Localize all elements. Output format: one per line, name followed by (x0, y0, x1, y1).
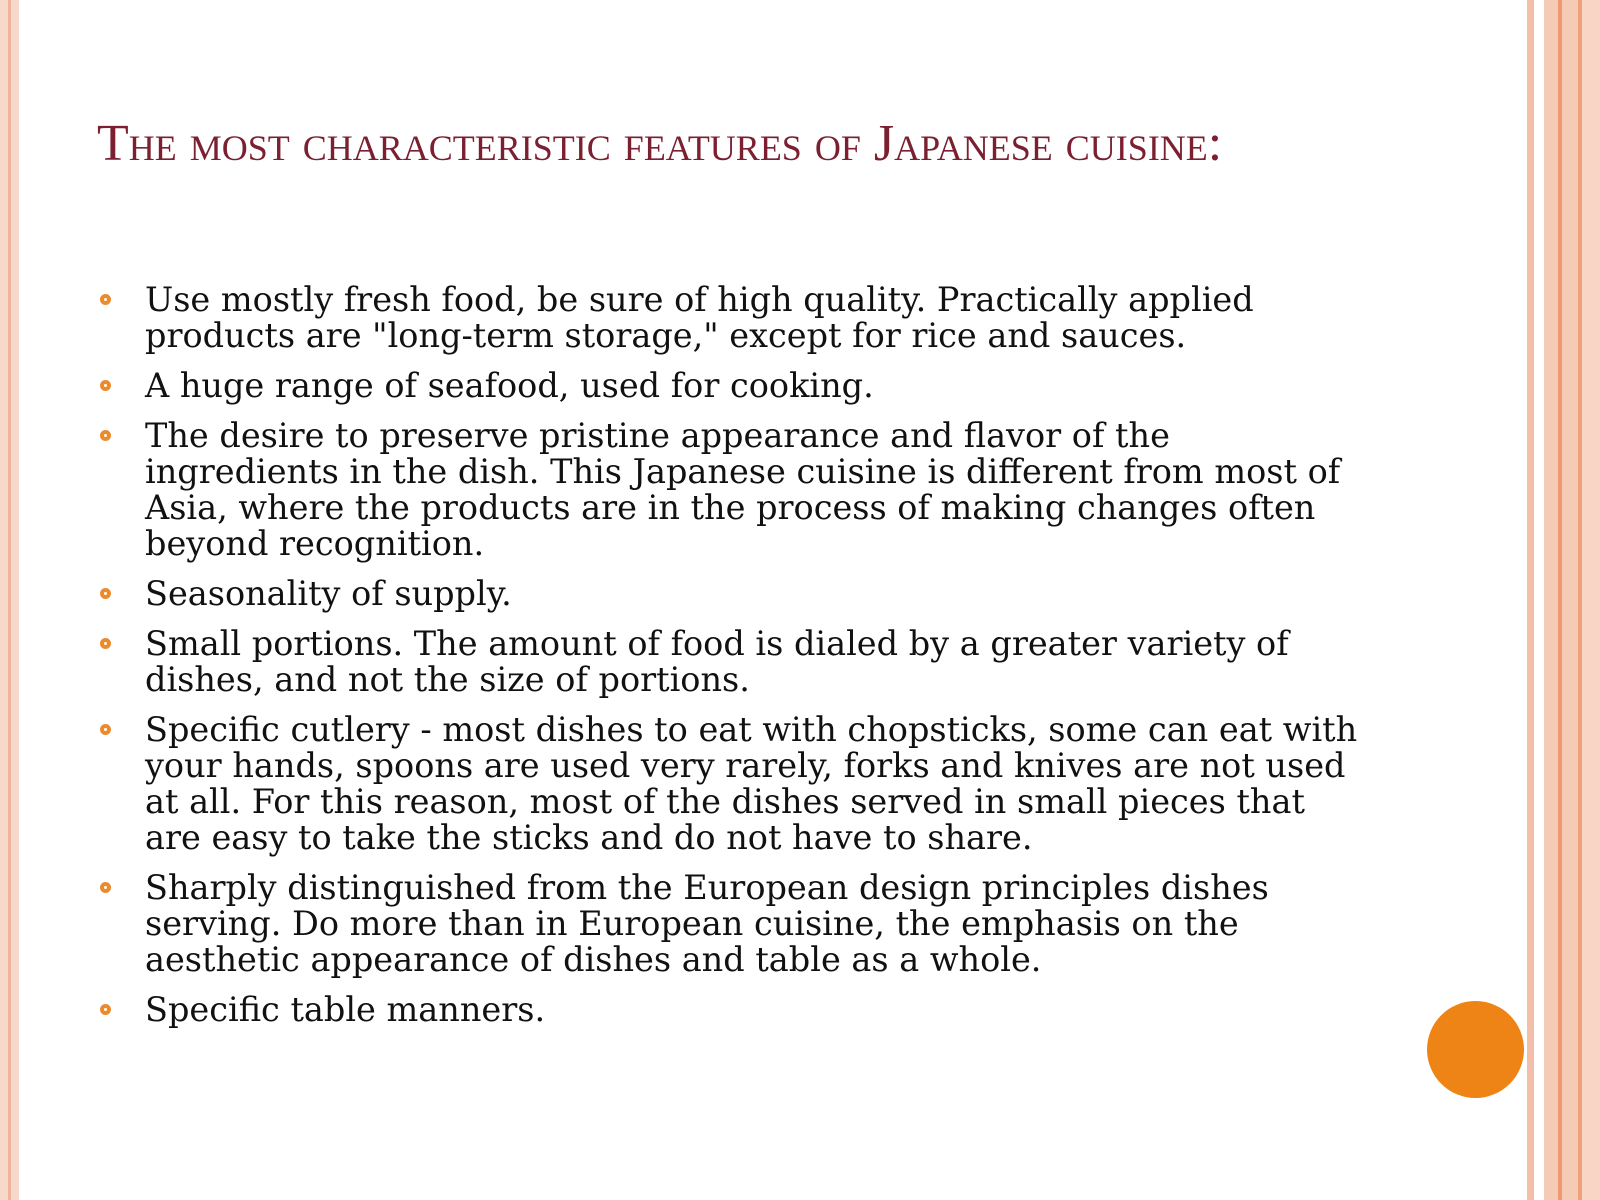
bullet-text: Sharply distinguished from the European design principles dishes serving. Do more than in European cuisine, the emphasis on the aesthetic appearance of dishes and table as a whole. (145, 868, 1269, 979)
bullet-list (100, 282, 1360, 1042)
bullet-text: Specific table manners. (145, 990, 546, 1029)
bullet-text: The desire to preserve pristine appearance and flavor of the ingredients in the dish. This Japanese cuisine is different from most of Asia, where the products are in the process of making changes often beyond recognition. (145, 416, 1341, 563)
bullet-text: Use mostly fresh food, be sure of high quality. Practically applied products are "long-term storage," except for rice and sauces. (145, 280, 1254, 355)
left-border-line (8, 0, 11, 1200)
right-stripe (1562, 0, 1578, 1200)
bullet-circle-icon (100, 724, 111, 735)
bullet-item (100, 282, 1360, 354)
bullet-text: Specific cutlery - most dishes to eat with chopsticks, some can eat with your hands, spoons are used very rarely, forks and knives are not used at all. For this reason, most of the dishes served in small pieces that are easy to take the sticks and do not have to share. (145, 710, 1358, 857)
orange-circle-decoration (1427, 1001, 1524, 1098)
bullet-item (100, 626, 1360, 698)
bullet-item (100, 992, 1360, 1028)
bullet-item (100, 712, 1360, 856)
bullet-circle-icon (100, 638, 111, 649)
bullet-circle-icon (100, 430, 111, 441)
bullet-text: Small portions. The amount of food is dialed by a greater variety of dishes, and not the size of portions. (145, 624, 1289, 699)
right-stripe (1527, 0, 1534, 1200)
bullet-text: Seasonality of supply. (145, 574, 512, 613)
bullet-item (100, 418, 1360, 562)
bullet-circle-icon (100, 588, 111, 599)
slide-title: The most characteristic features of Japanese cuisine: (97, 115, 1223, 172)
bullet-item (100, 368, 1360, 404)
bullet-circle-icon (100, 1004, 111, 1015)
right-stripe (1544, 0, 1558, 1200)
bullet-item (100, 576, 1360, 612)
bullet-circle-icon (100, 882, 111, 893)
right-stripe (1582, 0, 1600, 1200)
bullet-item (100, 870, 1360, 978)
bullet-text: A huge range of seafood, used for cooking. (145, 366, 874, 405)
bullet-circle-icon (100, 380, 111, 391)
bullet-circle-icon (100, 294, 111, 305)
